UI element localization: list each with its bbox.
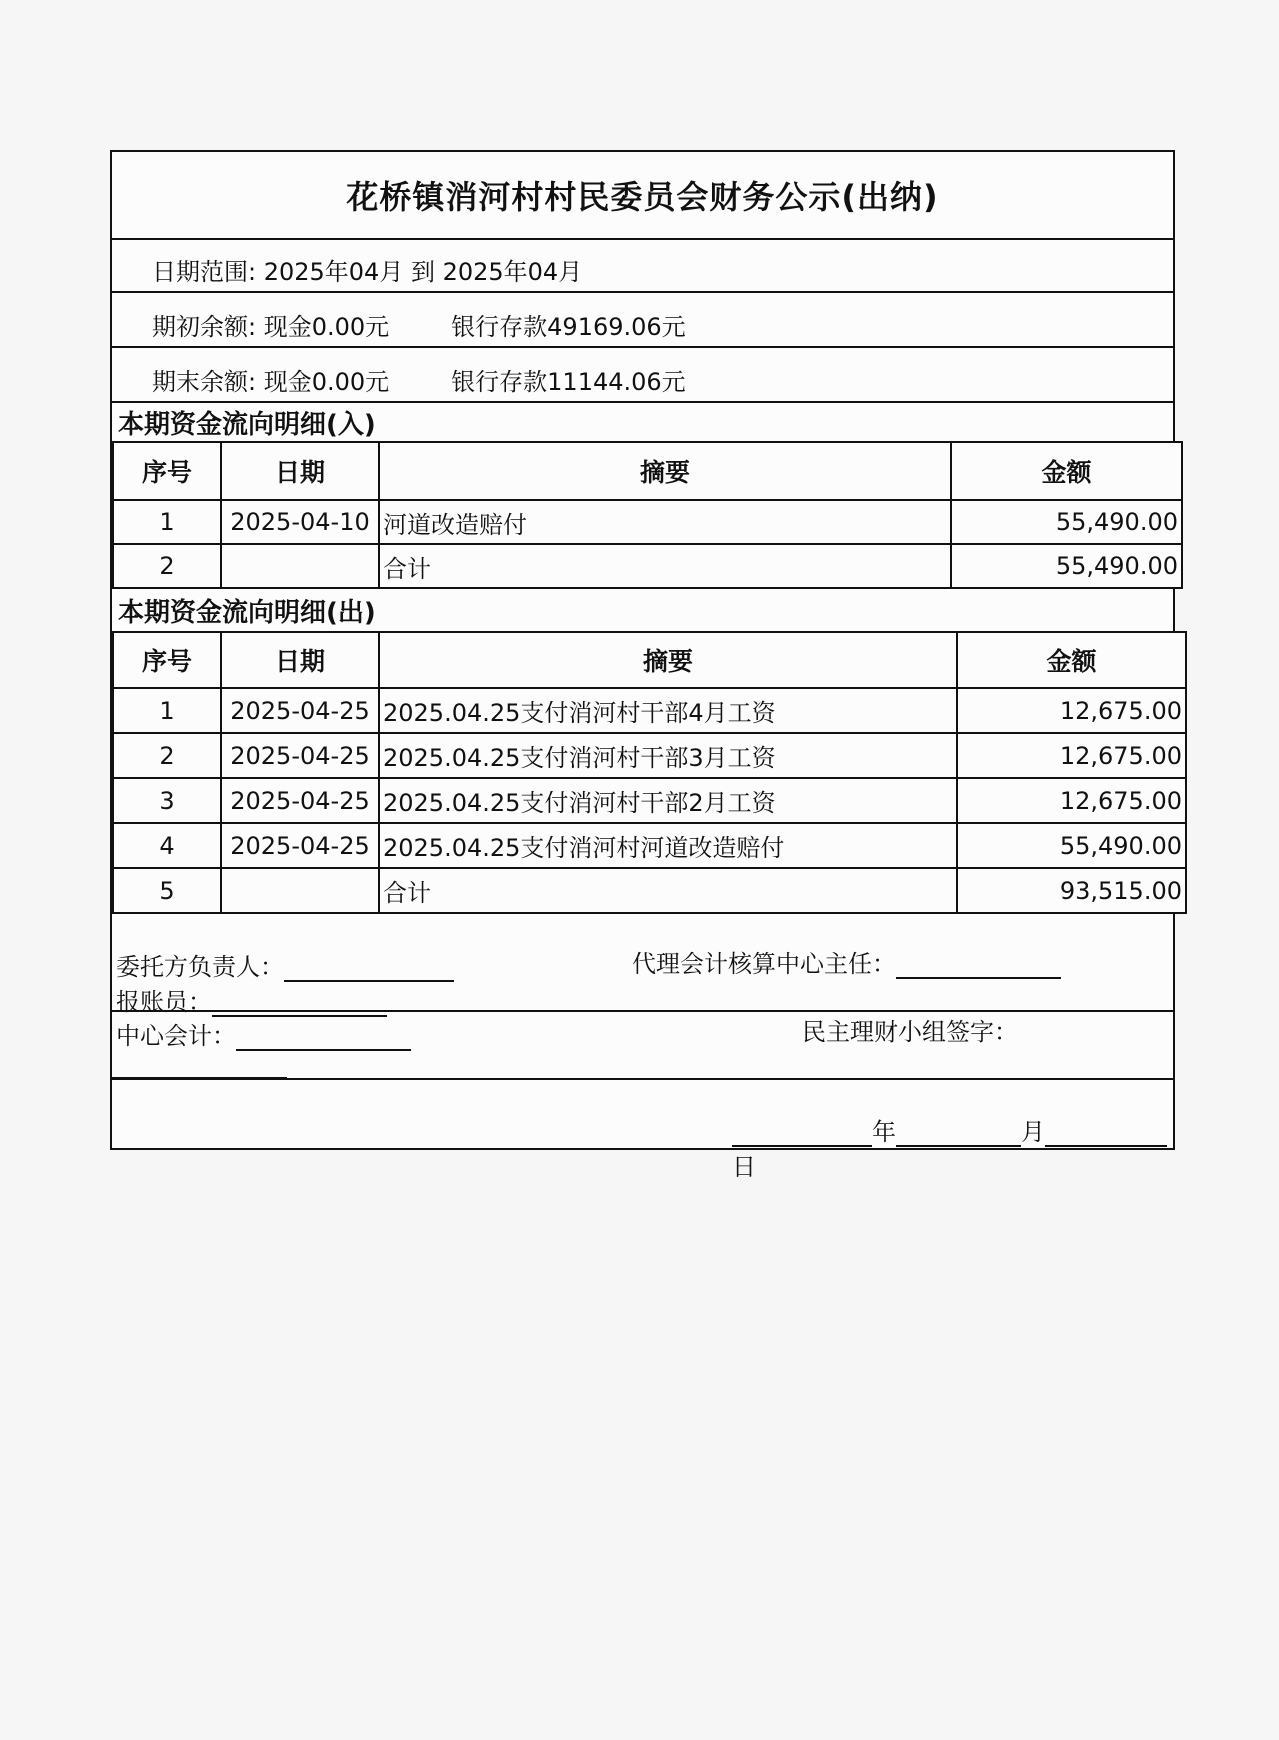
row-summary: 合计 [379, 868, 957, 913]
day-label: 日 [732, 1153, 756, 1181]
row-amount: 12,675.00 [957, 688, 1186, 733]
table-row [113, 544, 1182, 588]
income-header-row [113, 442, 1182, 500]
row-summary: 河道改造赔付 [379, 500, 951, 544]
opening-balance-row [112, 293, 1173, 348]
row-amount: 93,515.00 [957, 868, 1186, 913]
agency-director-signature [632, 944, 1061, 979]
signature-line [236, 1048, 411, 1051]
agency-director-label: 代理会计核算中心主任： [632, 950, 896, 978]
row-index: 1 [113, 500, 221, 544]
row-date: 2025-04-25 [221, 688, 379, 733]
year-line [732, 1144, 872, 1147]
row-amount: 12,675.00 [957, 778, 1186, 823]
date-range: 日期范围: 2025年04月 到 2025年04月 [152, 258, 583, 286]
income-heading: 本期资金流向明细(入) [118, 410, 376, 440]
col-amount: 金额 [957, 632, 1186, 688]
signature-line [896, 976, 1061, 979]
day-line [1045, 1144, 1167, 1147]
income-table [112, 441, 1183, 589]
closing-bank: 银行存款11144.06元 [451, 368, 686, 396]
year-label: 年 [872, 1118, 896, 1146]
month-line [896, 1144, 1021, 1147]
row-summary: 合计 [379, 544, 951, 588]
date-range-row [112, 238, 1173, 293]
col-date: 日期 [221, 632, 379, 688]
row-index: 2 [113, 544, 221, 588]
table-row [113, 688, 1186, 733]
row-index: 4 [113, 823, 221, 868]
finance-group-label: 民主理财小组签字： [802, 1018, 1018, 1046]
expense-heading: 本期资金流向明细(出) [118, 598, 376, 628]
closing-cash: 期末余额: 现金0.00元 [152, 368, 390, 396]
date-signature [732, 1112, 1173, 1182]
col-amount: 金额 [951, 442, 1182, 500]
row-date [221, 544, 379, 588]
row-amount: 55,490.00 [951, 500, 1182, 544]
finance-group-signature [802, 1012, 1018, 1047]
col-date: 日期 [221, 442, 379, 500]
row-amount: 55,490.00 [957, 823, 1186, 868]
row-index: 3 [113, 778, 221, 823]
divider [112, 1078, 1173, 1080]
row-date: 2025-04-25 [221, 823, 379, 868]
col-summary: 摘要 [379, 442, 951, 500]
table-row [113, 823, 1186, 868]
row-summary: 2025.04.25支付消河村干部2月工资 [379, 778, 957, 823]
month-label: 月 [1021, 1118, 1045, 1146]
row-amount: 55,490.00 [951, 544, 1182, 588]
center-accountant-label: 中心会计： [116, 1022, 236, 1050]
col-index: 序号 [113, 442, 221, 500]
row-index: 2 [113, 733, 221, 778]
expense-header-row [113, 632, 1186, 688]
row-index: 5 [113, 868, 221, 913]
client-head-signature [116, 947, 454, 982]
col-summary: 摘要 [379, 632, 957, 688]
reimburser-label: 报账员： [116, 988, 212, 1016]
opening-bank: 银行存款49169.06元 [451, 313, 686, 341]
center-accountant-signature [116, 1016, 411, 1051]
table-row [113, 733, 1186, 778]
row-summary: 2025.04.25支付消河村干部3月工资 [379, 733, 957, 778]
expense-table [112, 631, 1187, 914]
row-date: 2025-04-10 [221, 500, 379, 544]
row-index: 1 [113, 688, 221, 733]
row-date [221, 868, 379, 913]
row-date: 2025-04-25 [221, 778, 379, 823]
table-row [113, 500, 1182, 544]
row-summary: 2025.04.25支付消河村干部4月工资 [379, 688, 957, 733]
closing-balance-row [112, 348, 1173, 403]
col-index: 序号 [113, 632, 221, 688]
table-row [113, 778, 1186, 823]
client-head-label: 委托方负责人： [116, 953, 284, 981]
page-title: 花桥镇消河村村民委员会财务公示(出纳) [112, 152, 1173, 240]
finance-disclosure-sheet [110, 150, 1182, 1181]
row-amount: 12,675.00 [957, 733, 1186, 778]
row-date: 2025-04-25 [221, 733, 379, 778]
row-summary: 2025.04.25支付消河村河道改造赔付 [379, 823, 957, 868]
opening-cash: 期初余额: 现金0.00元 [152, 313, 390, 341]
table-row [113, 868, 1186, 913]
